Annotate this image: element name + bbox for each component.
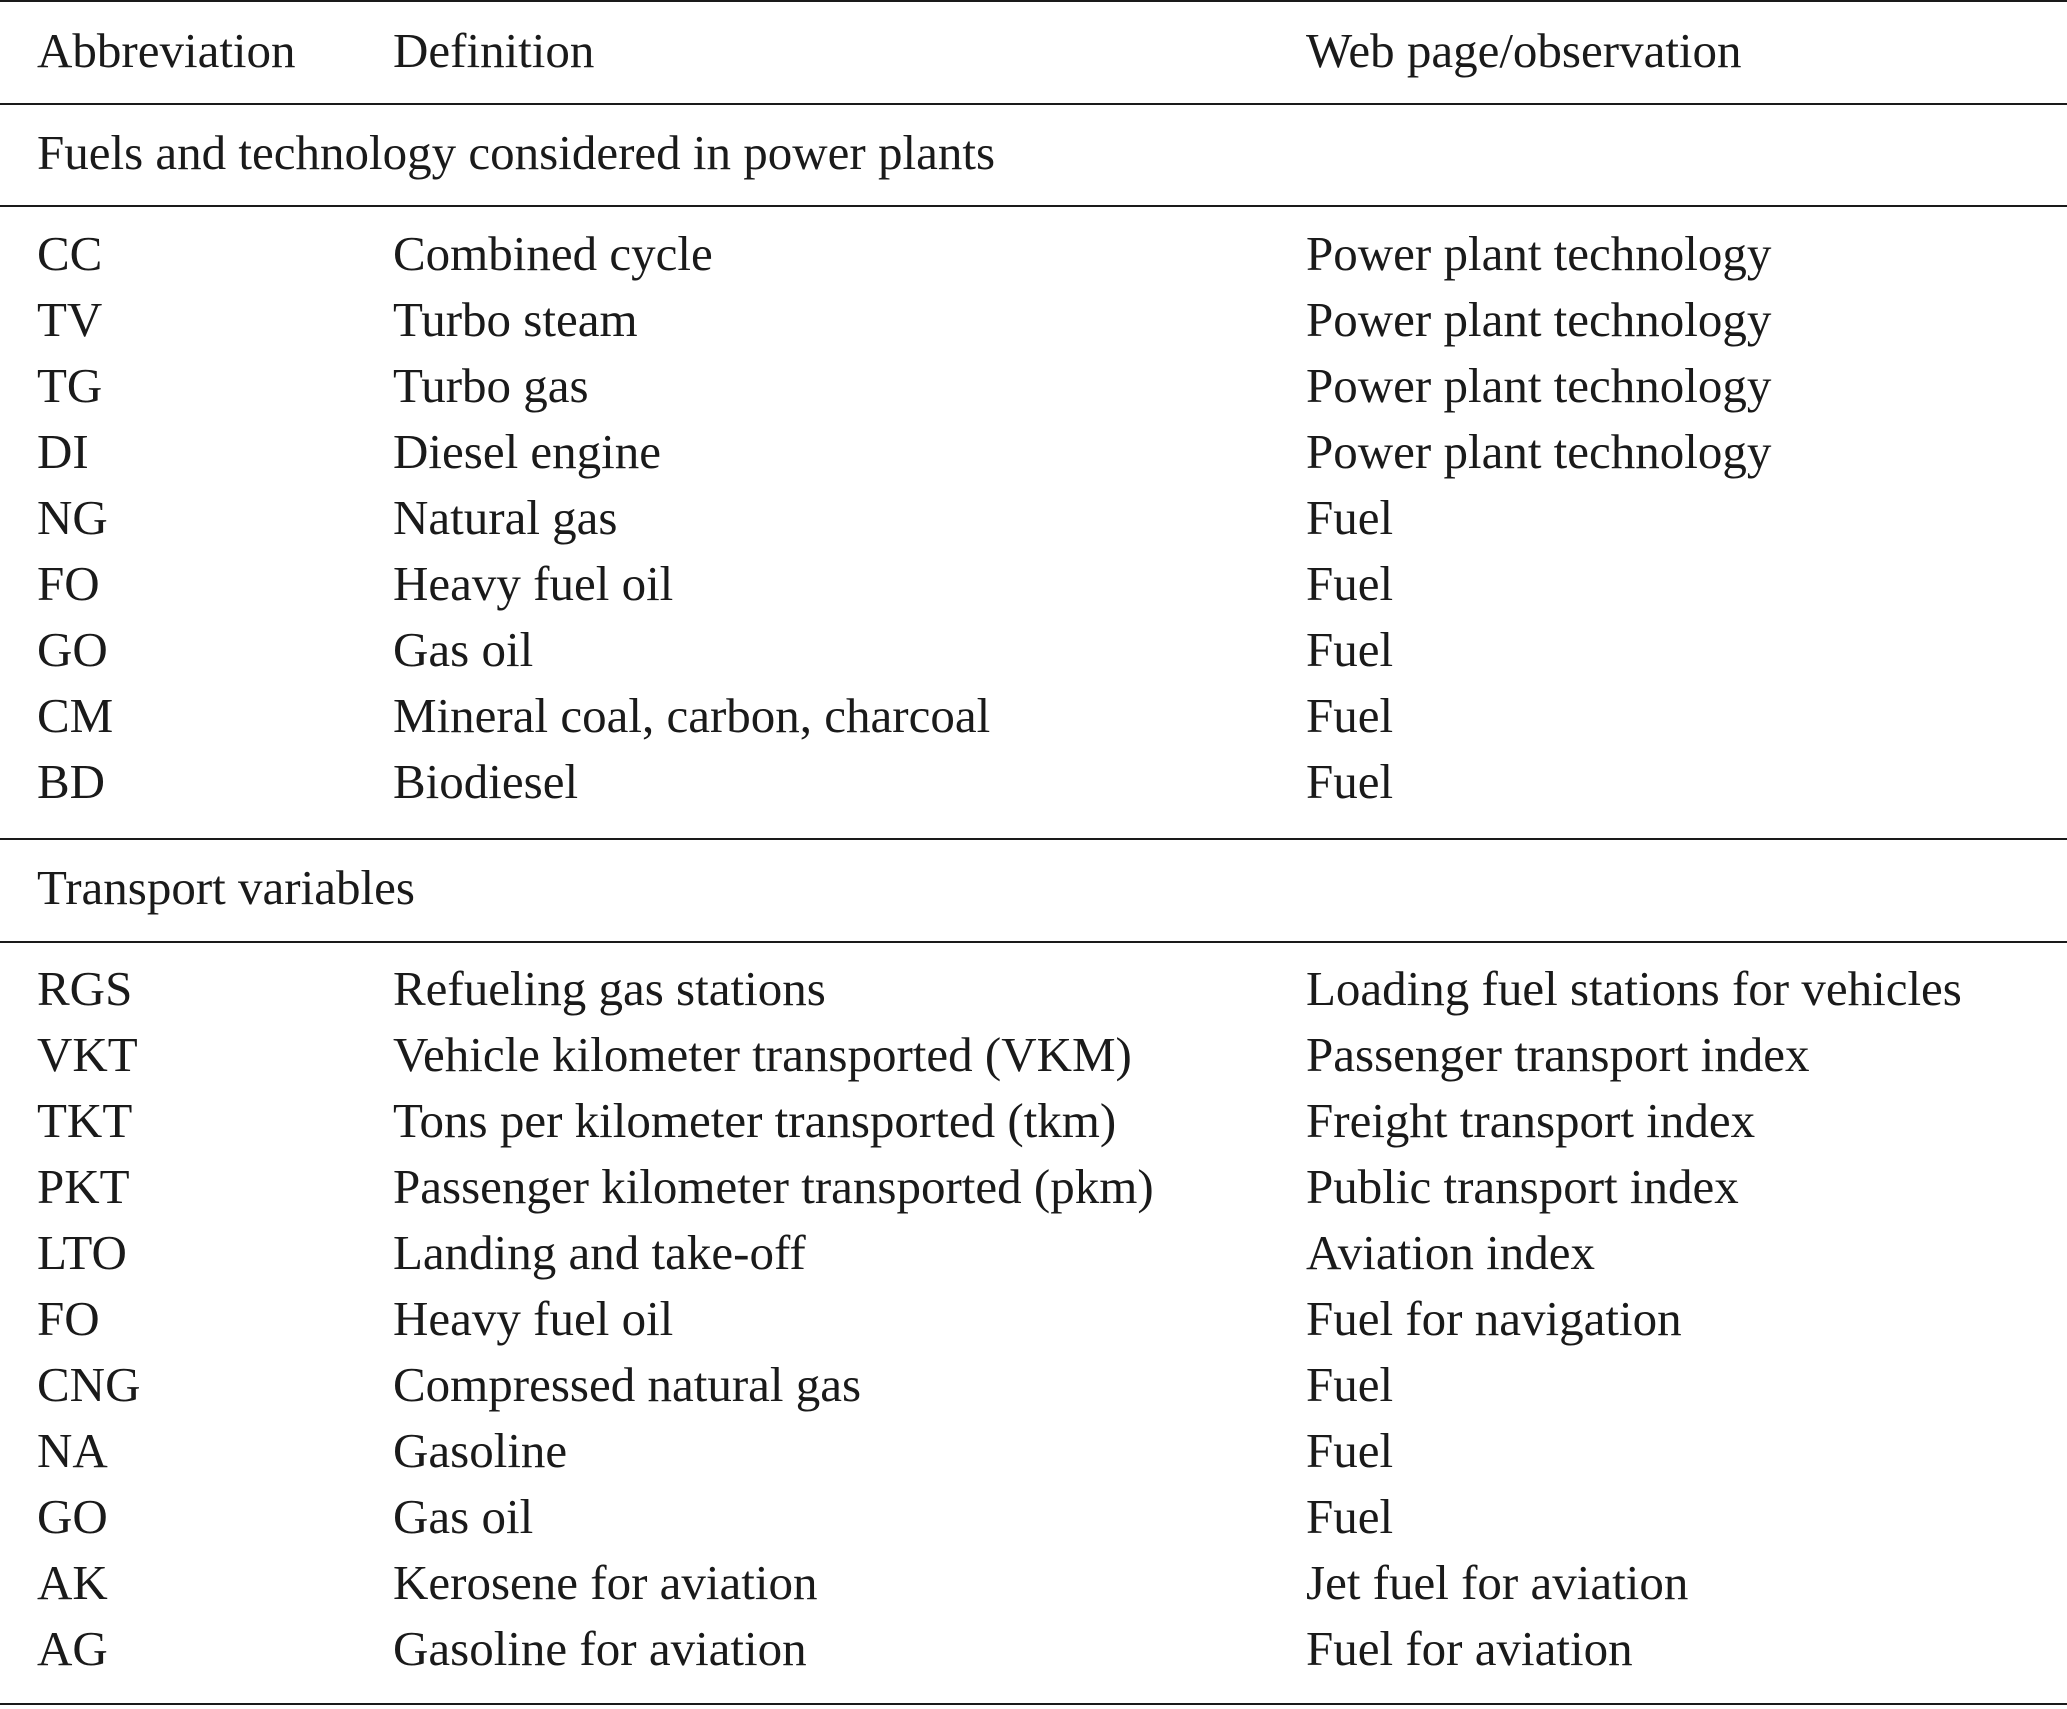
cell-observation: Fuel — [1306, 1489, 1394, 1544]
table-row — [0, 1022, 2067, 1088]
cell-observation: Fuel — [1306, 688, 1394, 743]
table-row — [0, 1616, 2067, 1682]
table-row — [0, 956, 2067, 1022]
cell-observation: Power plant technology — [1306, 292, 1772, 347]
cell-abbr: GO — [37, 622, 108, 677]
cell-abbr: PKT — [37, 1159, 130, 1214]
section-title-power-plants: Fuels and technology considered in power plants — [37, 125, 996, 180]
cell-observation: Fuel — [1306, 490, 1394, 545]
cell-definition: Diesel engine — [393, 424, 662, 479]
cell-observation: Passenger transport index — [1306, 1027, 1810, 1082]
cell-abbr: CC — [37, 226, 103, 281]
cell-abbr: BD — [37, 754, 106, 809]
header-row — [0, 18, 2067, 84]
cell-definition: Gasoline for aviation — [393, 1621, 807, 1676]
cell-abbr: CNG — [37, 1357, 141, 1412]
cell-abbr: TG — [37, 358, 103, 413]
section-rule-power-plants — [0, 205, 2067, 207]
table-row — [0, 1286, 2067, 1352]
cell-observation: Fuel for aviation — [1306, 1621, 1633, 1676]
table-row — [0, 1352, 2067, 1418]
header-rule — [0, 103, 2067, 105]
bottom-rule — [0, 1703, 2067, 1705]
cell-observation: Power plant technology — [1306, 358, 1772, 413]
table-row — [0, 1088, 2067, 1154]
cell-observation: Fuel — [1306, 622, 1394, 677]
cell-definition: Turbo gas — [393, 358, 589, 413]
cell-definition: Refueling gas stations — [393, 961, 826, 1016]
section-title-transport: Transport variables — [37, 860, 415, 915]
cell-observation: Power plant technology — [1306, 226, 1772, 281]
cell-definition: Heavy fuel oil — [393, 1291, 674, 1346]
table-row — [0, 1484, 2067, 1550]
cell-abbr: TV — [37, 292, 103, 347]
cell-abbr: DI — [37, 424, 89, 479]
table-row — [0, 287, 2067, 353]
cell-abbr: LTO — [37, 1225, 127, 1280]
cell-observation: Loading fuel stations for vehicles — [1306, 961, 1962, 1016]
cell-abbr: NA — [37, 1423, 108, 1478]
cell-definition: Landing and take-off — [393, 1225, 806, 1280]
table-row — [0, 1220, 2067, 1286]
cell-definition: Combined cycle — [393, 226, 713, 281]
cell-abbr: NG — [37, 490, 108, 545]
section-rule-transport — [0, 941, 2067, 943]
cell-definition: Mineral coal, carbon, charcoal — [393, 688, 991, 743]
cell-abbr: VKT — [37, 1027, 138, 1082]
cell-observation: Fuel — [1306, 1423, 1394, 1478]
cell-observation: Jet fuel for aviation — [1306, 1555, 1689, 1610]
cell-abbr: RGS — [37, 961, 133, 1016]
cell-definition: Gasoline — [393, 1423, 568, 1478]
table-row — [0, 353, 2067, 419]
table-row — [0, 485, 2067, 551]
table-row — [0, 1154, 2067, 1220]
table-row — [0, 221, 2067, 287]
cell-definition: Gas oil — [393, 1489, 534, 1544]
cell-definition: Natural gas — [393, 490, 618, 545]
table-row — [0, 617, 2067, 683]
cell-observation: Freight transport index — [1306, 1093, 1756, 1148]
cell-abbr: FO — [37, 1291, 100, 1346]
cell-definition: Turbo steam — [393, 292, 638, 347]
cell-abbr: CM — [37, 688, 114, 743]
table-row — [0, 551, 2067, 617]
cell-definition: Heavy fuel oil — [393, 556, 674, 611]
cell-observation: Power plant technology — [1306, 424, 1772, 479]
cell-definition: Kerosene for aviation — [393, 1555, 818, 1610]
header-definition: Definition — [393, 23, 595, 78]
cell-observation: Fuel — [1306, 556, 1394, 611]
table-row — [0, 419, 2067, 485]
table-row — [0, 683, 2067, 749]
cell-definition: Passenger kilometer transported (pkm) — [393, 1159, 1154, 1214]
cell-observation: Fuel — [1306, 754, 1394, 809]
cell-definition: Tons per kilometer transported (tkm) — [393, 1093, 1117, 1148]
cell-definition: Compressed natural gas — [393, 1357, 862, 1412]
header-abbreviation: Abbreviation — [37, 23, 296, 78]
section-divider-rule — [0, 838, 2067, 840]
table-row — [0, 749, 2067, 815]
cell-definition: Biodiesel — [393, 754, 579, 809]
cell-abbr: GO — [37, 1489, 108, 1544]
cell-abbr: FO — [37, 556, 100, 611]
table-row — [0, 1550, 2067, 1616]
cell-definition: Gas oil — [393, 622, 534, 677]
cell-abbr: AG — [37, 1621, 108, 1676]
top-rule — [0, 0, 2067, 2]
table-row — [0, 1418, 2067, 1484]
cell-definition: Vehicle kilometer transported (VKM) — [393, 1027, 1132, 1082]
cell-abbr: AK — [37, 1555, 108, 1610]
cell-observation: Fuel — [1306, 1357, 1394, 1412]
cell-observation: Aviation index — [1306, 1225, 1595, 1280]
cell-abbr: TKT — [37, 1093, 133, 1148]
cell-observation: Public transport index — [1306, 1159, 1739, 1214]
cell-observation: Fuel for navigation — [1306, 1291, 1682, 1346]
header-observation: Web page/observation — [1306, 23, 1742, 78]
